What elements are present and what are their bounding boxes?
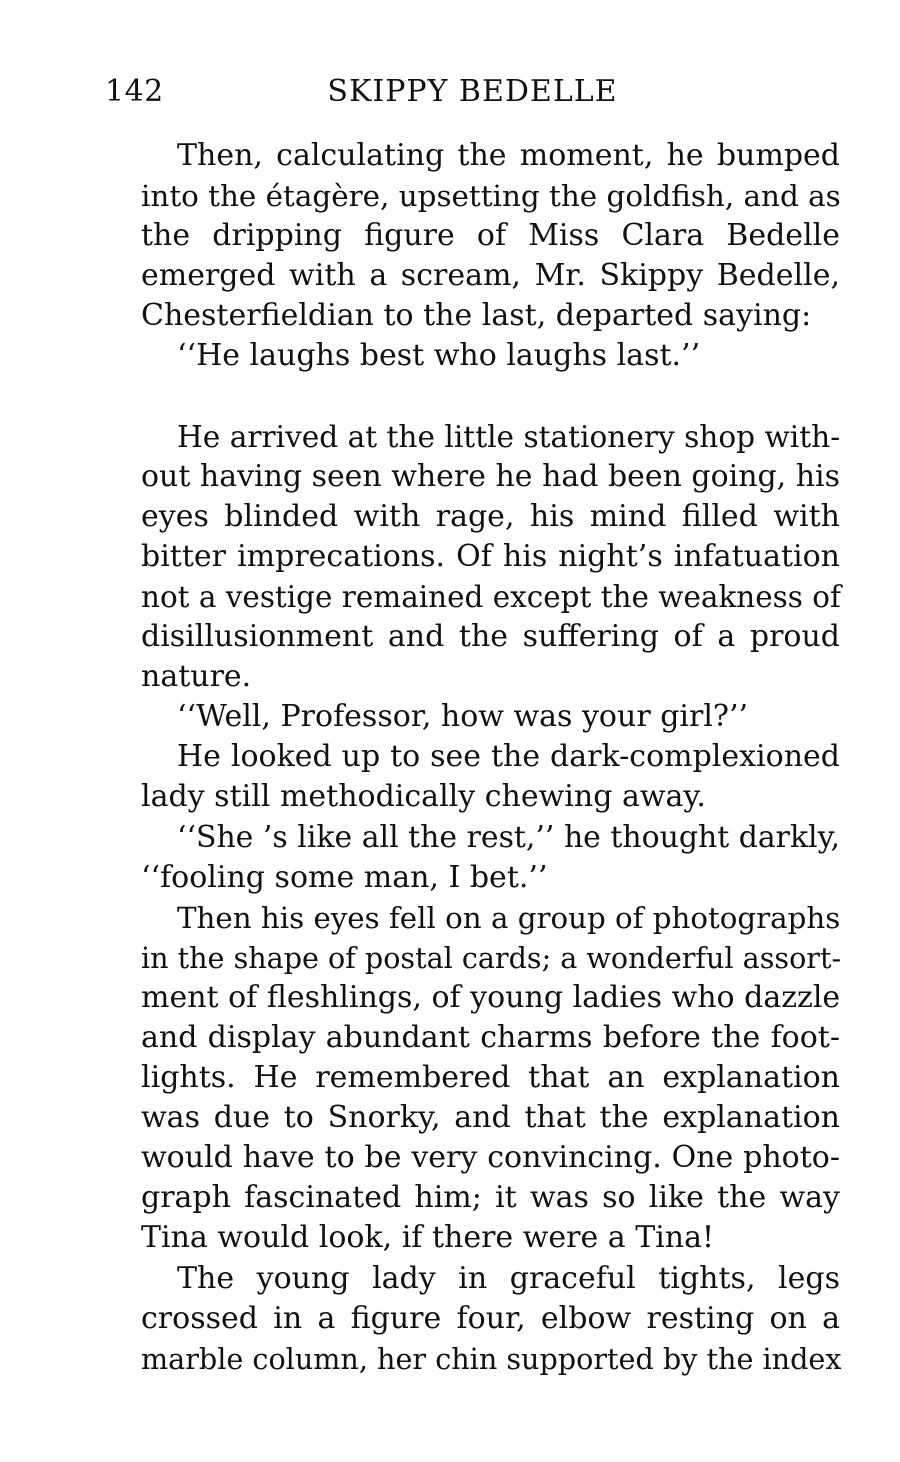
text-line: Chesterfieldian to the last, departed saying: <box>141 298 812 334</box>
text-line: ment of fleshlings, of young ladies who dazzle <box>141 979 841 1015</box>
text-line: He looked up to see the dark-complexioned <box>177 739 840 775</box>
text-line: was due to Snorky, and that the explanation <box>141 1100 840 1136</box>
text-line: nature. <box>141 659 252 695</box>
text-line: The young lady in graceful tights, legs <box>177 1260 840 1296</box>
running-title: SKIPPY BEDELLE <box>327 74 618 109</box>
text-line: out having seen where he had been going, his <box>141 458 840 494</box>
text-line: ‘‘She ’s like all the rest,’’ he thought darkly, <box>177 819 840 855</box>
page-header <box>105 68 840 116</box>
paragraph <box>105 898 840 1259</box>
text-line: and display abundant charms before the foot- <box>141 1019 840 1055</box>
text-line: into the étagère, upsetting the goldfish, and as <box>141 179 841 214</box>
text-line: ‘‘fooling some man, I bet.’’ <box>141 859 548 895</box>
text-line: ‘‘He laughs best who laughs last.’’ <box>177 338 701 374</box>
text-line: Then his eyes fell on a group of photographs <box>177 900 841 935</box>
paragraph <box>105 136 840 336</box>
text-line: Then, calculating the moment, he bumped <box>177 138 840 173</box>
text-line: lady still methodically chewing away. <box>141 779 706 815</box>
text-line: ‘‘Well, Professor, how was your girl?’’ <box>177 699 749 735</box>
text-line: Tina would look, if there were a Tina! <box>141 1220 715 1256</box>
paragraph <box>105 737 840 817</box>
book-page <box>105 68 840 1379</box>
text-line: emerged with a scream, Mr. Skippy Bedelle, <box>141 258 840 294</box>
paragraph <box>105 818 840 898</box>
text-line: the dripping figure of Miss Clara Bedelle <box>141 218 840 254</box>
paragraph <box>105 336 840 376</box>
text-line: would have to be very convincing. One photo- <box>141 1140 840 1176</box>
text-line: lights. He remembered that an explanation <box>141 1060 840 1096</box>
text-line: marble column, her chin supported by the index <box>141 1341 842 1376</box>
paragraph <box>105 1259 840 1379</box>
text-line: He arrived at the little stationery shop with- <box>177 419 841 454</box>
text-line: in the shape of postal cards; a wonderful assort- <box>141 940 842 975</box>
text-line: crossed in a figure four, elbow resting on a <box>141 1300 840 1336</box>
text-line: disillusionment and the suffering of a proud <box>141 619 840 655</box>
text-line: graph fascinated him; it was so like the way <box>141 1180 840 1216</box>
text-line: bitter imprecations. Of his night’s infatuation <box>141 538 840 574</box>
paragraph <box>105 697 840 737</box>
body-text <box>105 136 840 1379</box>
text-line: eyes blinded with rage, his mind filled with <box>141 498 840 534</box>
text-line: not a vestige remained except the weakness of <box>141 579 841 614</box>
paragraph <box>105 417 840 698</box>
section-break <box>105 377 840 417</box>
page-number: 142 <box>105 74 164 109</box>
